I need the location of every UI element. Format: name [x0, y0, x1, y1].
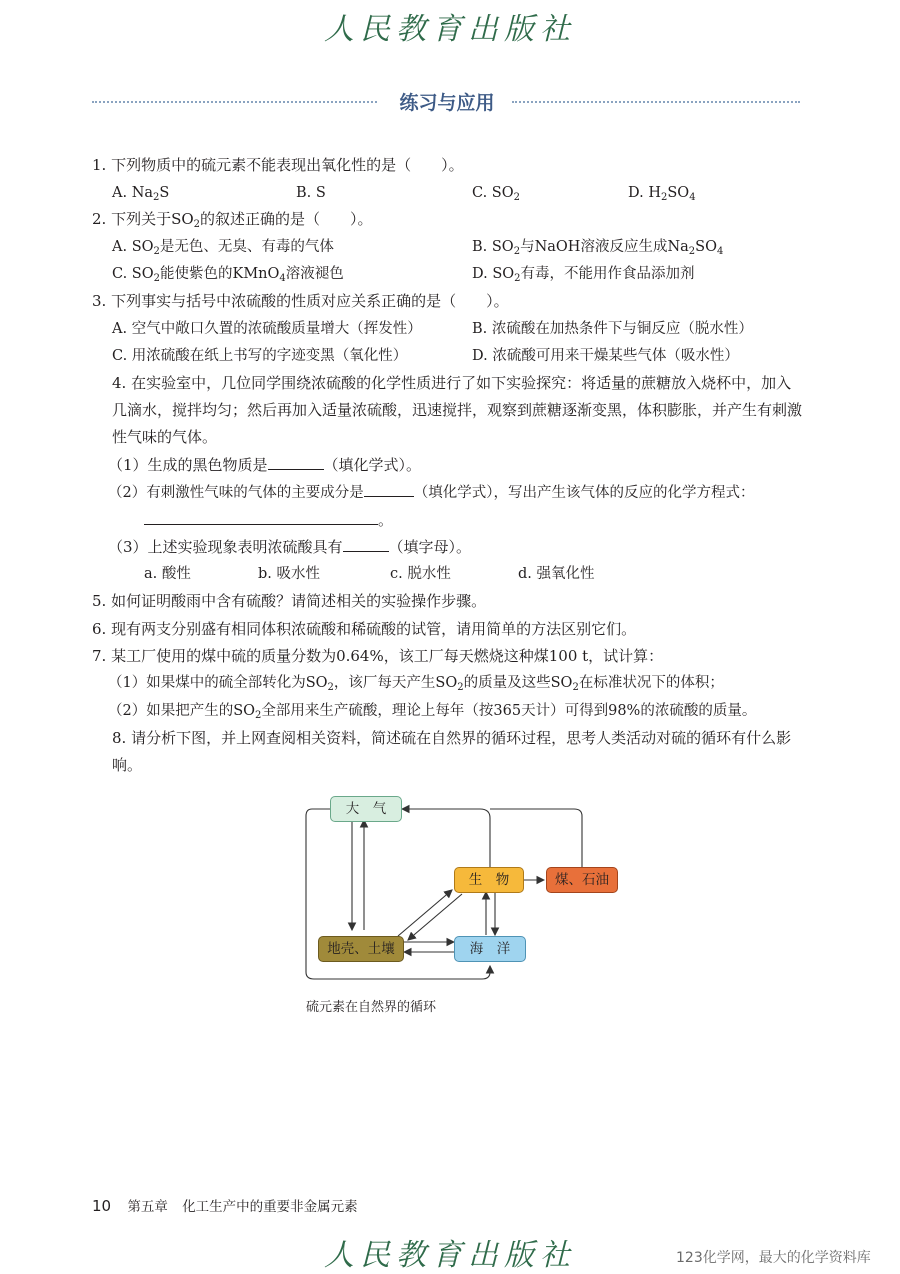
- publisher-logo-bottom: 人民教育出版社: [324, 1238, 576, 1273]
- q2-option-b: B. $SO_2$与NaOH溶液反应生成$Na_2SO_4$: [472, 239, 724, 257]
- q4-part-3: （3）上述实验现象表明浓硫酸具有 （填字母）。: [108, 538, 472, 556]
- q4-option-a: a. 酸性: [144, 566, 191, 582]
- question-6: 6. 现有两支分别盛有相同体积浓硫酸和稀硫酸的试管，请用简单的方法区别它们。: [92, 620, 637, 638]
- arrow-organisms-to-crust: [408, 894, 462, 940]
- q1-option-a: A. $Na_2S$: [112, 185, 170, 203]
- node-crust-soil: 地壳、土壤: [318, 936, 404, 962]
- q1-option-b: B. S: [296, 185, 326, 201]
- publisher-logo: 人民教育出版社: [324, 12, 576, 47]
- q4-part-2-answer-line: 。: [144, 509, 393, 531]
- question-3-stem: 3. 下列事实与括号中浓硫酸的性质对应关系正确的是（ ）。: [92, 292, 509, 310]
- chapter-title: 化工生产中的重要非金属元素: [182, 1199, 358, 1215]
- q2-option-c: C. $SO_2$能使紫色的KMnO$_4$溶液褪色: [112, 266, 344, 284]
- q4-option-b: b. 吸水性: [258, 566, 320, 582]
- question-4-stem: 4. 在实验室中，几位同学围绕浓硫酸的化学性质进行了如下实验探究：将适量的蔗糖放入烧杯中，加入几滴水，搅拌均匀；然后再加入适量浓硫酸，迅速搅拌，观察到蔗糖逐渐变黑，体积膨胀，并产生有刺激性气味的气体。: [112, 374, 803, 446]
- chapter-number: 第五章: [127, 1199, 168, 1215]
- site-watermark: 123化学网，最大的化学资料库: [676, 1250, 871, 1266]
- node-atmosphere: 大 气: [330, 796, 402, 822]
- q4-option-c: c. 脱水性: [390, 566, 451, 582]
- question-8: 8. 请分析下图，并上网查阅相关资料，简述硫在自然界的循环过程，思考人类活动对硫的循环有什么影响。: [112, 729, 792, 774]
- section-title: 练习与应用: [399, 92, 495, 114]
- sulfur-cycle-diagram: [300, 790, 630, 990]
- page-number: 10: [92, 1197, 112, 1215]
- question-1-stem: 1. 下列物质中的硫元素不能表现出氧化性的是（ ）。: [92, 156, 464, 174]
- arrow-organisms-to-atmosphere: [402, 809, 490, 868]
- q3-option-d: D. 浓硫酸可用来干燥某些气体（吸水性）: [472, 348, 739, 364]
- q1-option-c: C. $SO_2$: [472, 185, 520, 203]
- q7-part-1: （1）如果煤中的硫全部转化为$SO_2$，该厂每天产生$SO_2$的质量及这些$SO_2$在标准状况下的体积；: [108, 675, 724, 693]
- node-ocean: 海 洋: [454, 936, 526, 962]
- q1-option-d: D. $H_2SO_4$: [628, 185, 696, 203]
- arrow-crust-to-organisms: [398, 890, 452, 936]
- section-header: [92, 88, 800, 116]
- page-footer: [92, 1195, 358, 1215]
- q2-option-d: D. $SO_2$有毒，不能用作食品添加剂: [472, 266, 695, 284]
- q4-part-2: （2）有刺激性气味的气体的主要成分是 （填化学式），写出产生该气体的反应的化学方程式：: [108, 482, 754, 504]
- q4-part-1: （1）生成的黑色物质是 （填化学式）。: [108, 456, 422, 474]
- q2-option-a: A. $SO_2$是无色、无臭、有毒的气体: [112, 239, 334, 257]
- q3-option-c: C. 用浓硫酸在纸上书写的字迹变黑（氧化性）: [112, 348, 408, 364]
- divider-right: [512, 101, 800, 103]
- q4-option-d: d. 强氧化性: [518, 566, 595, 582]
- question-5: 5. 如何证明酸雨中含有硫酸？请简述相关的实验操作步骤。: [92, 592, 487, 610]
- arrow-coal-to-atmosphere: [490, 809, 582, 868]
- q3-option-a: A. 空气中敞口久置的浓硫酸质量增大（挥发性）: [112, 321, 422, 337]
- q7-part-2: （2）如果把产生的$SO_2$全部用来生产硫酸，理论上每年（按365天计）可得到98%的浓硫酸的质量。: [108, 703, 757, 721]
- question-2-stem: 2. 下列关于$SO_2$的叙述正确的是（ ）。: [92, 210, 373, 230]
- divider-left: [92, 101, 377, 103]
- q3-option-b: B. 浓硫酸在加热条件下与铜反应（脱水性）: [472, 321, 753, 337]
- diagram-caption: 硫元素在自然界的循环: [306, 1000, 437, 1015]
- question-7-stem: 7. 某工厂使用的煤中硫的质量分数为0.64%，该工厂每天燃烧这种煤100 t，试计算：: [92, 647, 664, 665]
- node-coal-oil: 煤、石油: [546, 867, 618, 893]
- node-organisms: 生 物: [454, 867, 524, 893]
